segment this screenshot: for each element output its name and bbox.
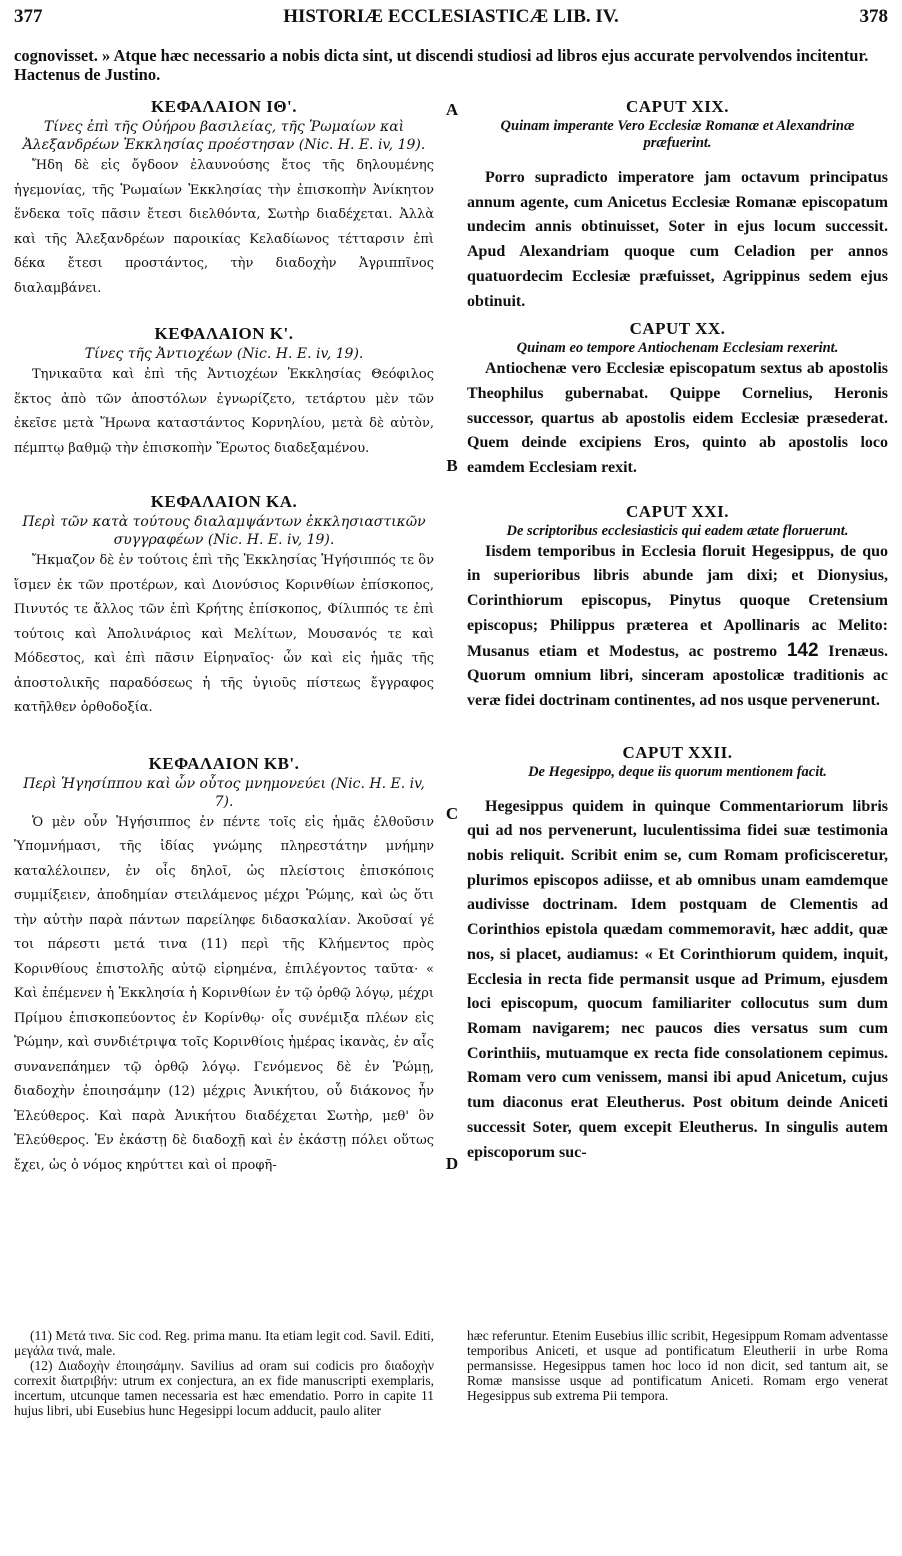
greek-chapter-text: Ἤδη δὲ εἰς ὄγδοον ἐλαυνούσης ἔτος τῆς δηλουμένης ἡγεμονίας, τῆς Ῥωμαίων Ἐκκλησίας τὴν ἐπισκοπὴν Ἀνίκητον ἕνδεκα τοῖς πᾶσιν ἔτεσι διελθόντα, Σωτὴρ διαδέχεται. Ἀλλὰ καὶ τῆς Ἀλεξανδρέων παροικίας Κελαδίωνος τέτταρσιν ἐπὶ δέκα ἔτεσι προστάντος, τὴν διαδοχὴν Ἀγριππῖνος διαλαμβάνει. [14,158,434,296]
column-number: 142 [786,639,819,661]
margin-letter-b: B [446,456,458,475]
latin-chapter-heading: CAPUT XXI. [626,501,729,521]
footnote: (11) Μετά τινα. Sic cod. Reg. prima manu. Ita etiam legit cod. Savil. Editi, μεγάλα τινά, male. [14,1328,434,1358]
left-page-number: 377 [14,6,43,27]
greek-chapter [14,491,434,721]
footnote-continued: hæc referuntur. Etenim Eusebius illic scribit, Hegesippum Romam adventasse temporibus Aniceti, et usque ad pontificatum Eleutherii in urbe Roma permansisse. Hegesippus tamen hoc loco id non dicit, sed tantum ait, se Romæ mansisse usque ad pontificatum Aniceti. Romam ergo venerat Hegesippus sub extrema Pii tempora. [467,1328,888,1403]
latin-chapter-text [467,540,888,714]
latin-chapter-text: Porro supradicto imperatore jam octavum principatus annum agente, cum Anicetus Ecclesiæ Romanæ episcopatum undecim annis obtinuisset, Soter in ejus locum successit. Apud Alexandriam quoque cum Celadion per annos quatuordecim Ecclesiæ præfuisset, Agrippinus sedem ejus obtinuit. [467,169,888,310]
latin-chapter-text: Antiochenæ vero Ecclesiæ episcopatum sextus ab apostolis Theophilus gubernabat. Quippe Cornelius, Heronis successor, quartus ab apostolis eidem Ecclesiæ præsederat. Quem deinde excipiens Eros, quinto ab apostolis loco eamdem Ecclesiam rexit. [467,360,888,477]
latin-text-part: Iisdem temporibus in Ecclesia floruit Hegesippus, de quo in superioribus libris abunde jam dixi; et Dionysius, Corinthiorum episcopus, Pinytus quoque Cretensium episcopus; Philippus præterea et Apollinaris ac Melito: Musanus etiam et Modestus, ac postremo [467,542,888,660]
greek-column [14,96,434,1316]
latin-chapter-subtitle: De Hegesippo, deque iis quorum mentionem facit. [528,763,827,780]
latin-chapter-heading: CAPUT XXII. [622,742,733,762]
margin-letter-a: A [445,100,459,119]
greek-chapter-subtitle: Τίνες ἐπὶ τῆς Οὐήρου βασιλείας, τῆς Ῥωμαίων καὶ Ἀλεξανδρέων Ἐκκλησίας προέστησαν (Nic. H. E. iv, 19). [22,119,426,153]
footnote: (12) Διαδοχὴν ἐποιησάμην. Savilius ad oram sui codicis pro διαδοχὴν correxit διατριβήν: utrum ex conjectura, an ex fide manuscripti exemplaris, incertum, utcunque tamen necessaria est hæc emendatio. Porro in capite 11 hujus libri, ubi Eusebius hunc Hegesippi locum adducit, paulo aliter [14,1358,434,1418]
latin-chapter-subtitle: De scriptoribus ecclesiasticis qui eadem ætate floruerunt. [506,522,849,539]
greek-chapter-subtitle: Τίνες τῆς Ἀντιοχέων (Nic. H. E. iv, 19). [84,346,364,362]
greek-chapter-heading: ΚΕΦΑΛΑΙΟΝ Κ'. [154,324,294,343]
latin-chapter-heading: CAPUT XIX. [626,97,729,116]
margin-letter-c: C [445,804,459,823]
latin-chapter [467,318,888,481]
greek-chapter [14,753,434,1179]
greek-chapter [14,323,434,461]
running-head [14,6,888,32]
footnotes-left [14,1328,434,1550]
greek-chapter-heading: ΚΕΦΑΛΑΙΟΝ ΚΒ'. [148,753,300,773]
running-title: HISTORIÆ ECCLESIASTICÆ LIB. IV. [283,6,619,27]
greek-chapter-heading: ΚΕΦΑΛΑΙΟΝ ΚΑ. [150,492,298,511]
greek-chapter-text: Τηνικαῦτα καὶ ἐπὶ τῆς Ἀντιοχέων Ἐκκλησίας Θεόφιλος ἕκτος ἀπὸ τῶν ἀποστόλων ἐγνωρίζετο, τετάρτου μὲν τῶν ἐκεῖσε μετὰ Ἥρωνα καταστάντος Κορνηλίου, μετὰ δὲ αὐτὸν, πέμπτῳ βαθμῷ τὴν ἐπισκοπὴν Ἔρωτος διαδεξαμένου. [14,367,434,456]
greek-chapter [14,96,434,301]
latin-chapter-subtitle: Quinam eo tempore Antiochenam Ecclesiam rexerint. [516,340,839,357]
latin-text-part: Irenæus. Quorum omnium libri, sinceram apostolicæ traditionis ac veræ fidei doctrinam continentes, ad nos usque pervenerunt. [467,642,888,709]
latin-chapter-heading: CAPUT XX. [629,319,726,339]
latin-chapter [467,96,888,314]
latin-chapter [467,501,888,714]
latin-chapter [467,742,888,1166]
greek-chapter-subtitle: Περὶ Ἡγησίππου καὶ ὧν οὗτος μνημονεύει (Nic. H. E. iv, 7). [23,775,425,810]
margin-letter-d: D [445,1154,459,1173]
greek-chapter-text: Ἤκμαζον δὲ ἐν τούτοις ἐπὶ τῆς Ἐκκλησίας Ἡγήσιππός τε ὃν ἴσμεν ἐκ τῶν προτέρων, καὶ Διονύσιος Κορινθίων ἐπίσκοπος, Πινυτός τε ἄλλος τῶν ἐπὶ Κρήτης ἐπίσκοπος, Φίλιππός τε ἐπὶ τούτοις καὶ Ἀπολινάριος καὶ Μελίτων, Μουσανός τε καὶ Μόδεστος, καὶ ἐπὶ πᾶσιν Εἰρηναῖος· ὧν καὶ εἰς ἡμᾶς τῆς ἀποστολικῆς παραδόσεως ἡ τῆς ὑγιοῦς πίστεως ἔγγραφος κατῆλθεν ὀρθοδοξία. [14,553,434,715]
latin-chapter-subtitle: Quinam imperante Vero Ecclesiæ Romanæ et Alexandrinæ præfuerint. [500,118,855,151]
greek-chapter-heading: ΚΕΦΑΛΑΙΟΝ ΙΘ'. [150,97,298,116]
latin-chapter-text: Hegesippus quidem in quinque Commentariorum libris qui ad nos pervenerunt, luculentissima fidei suæ testimonia nobis reliquit. Scribit enim se, cum Romam proficisceretur, plurimos episcopos adiisse, et ab omnibus unam eamdemque audivisse doctrinam. Idem postquam de Clementis ad Corinthios epistola quædam commemoravit, hæc addit, quæ nos, si placet, audiamus: « Et Corinthiorum quidem, inquit, Ecclesia in recta fide permansit usque ad Primum, ejusdem loci episcopum, quocum familiariter collocutus sum dum Romam navigarem; nec paucos dies versatus sum cum Corinthiis, mutuamque ex recta fide consolationem cepimus. Romam vero cum venissem, mansi ibi apud Anicetum, cujus tum diaconus erat Eleutherus. Post obitum deinde Aniceti successit Soter, quem excepit Eleutherus. In singulis autem episcoporum suc- [467,797,888,1161]
greek-chapter-subtitle: Περὶ τῶν κατὰ τούτους διαλαμψάντων ἐκκλησιαστικῶν συγγραφέων (Nic. H. E. iv, 19). [22,514,426,548]
intro-text: cognovisset. » Atque hæc necessario a nobis dicta sint, ut discendi studiosi ad libros ejus accurate pervolvendos incitentur. Hactenus de Justino. [14,46,869,84]
footnotes-right [467,1328,888,1550]
right-page-number: 378 [859,6,888,27]
latin-column [467,96,888,1316]
greek-chapter-text: Ὁ μὲν οὖν Ἡγήσιππος ἐν πέντε τοῖς εἰς ἡμᾶς ἐλθοῦσιν Ὑπομνήμασι, τῆς ἰδίας γνώμης πληρεστάτην μνήμην καταλέλοιπεν, ἐν οἷς δηλοῖ, ὡς πλείστοις ἐπισκόποις συμμίξειεν, ἀποδημίαν στειλάμενος μέχρι Ῥώμης, καὶ ὡς ὅτι τὴν αὐτὴν παρὰ πάντων παρείληφε διδασκαλίαν. Ἀκοῦσαί γέ τοι πάρεστι μετά τινα (11) περὶ τῆς Κλήμεντος πρὸς Κορινθίους ἐπιστολῆς αὐτῷ εἰρημένα, ἐπιλέγοντος ταῦτα· « Καὶ ἐπέμενεν ἡ Ἐκκλησία ἡ Κορινθίων ἐν τῷ ὀρθῷ λόγῳ, μέχρι Πρίμου ἐπισκοπεύοντος ἐν Κορίνθῳ· οἷς συνέμιξα πλέων εἰς Ῥώμην, καὶ συνδιέτριψα τοῖς Κορινθίοις ἡμέρας ἱκανὰς, ἐν αἷς συνανεπάημεν τῷ ὀρθῷ λόγῳ. Γενόμενος δὲ ἐν Ῥώμῃ, διαδοχὴν ἐποιησάμην (12) μέχρις Ἀνικήτου, οὗ διάκονος ἦν Ἐλεύθερος. Καὶ παρὰ Ἀνικήτου διαδέχεται Σωτὴρ, μεθ' ὃν Ἐλεύθερος. Ἐν ἑκάστῃ δὲ διαδοχῇ καὶ ἐν ἑκάστῃ πόλει οὕτως ἔχει, ὡς ὁ νόμος κηρύττει καὶ οἱ προφῆ- [14,814,434,1173]
